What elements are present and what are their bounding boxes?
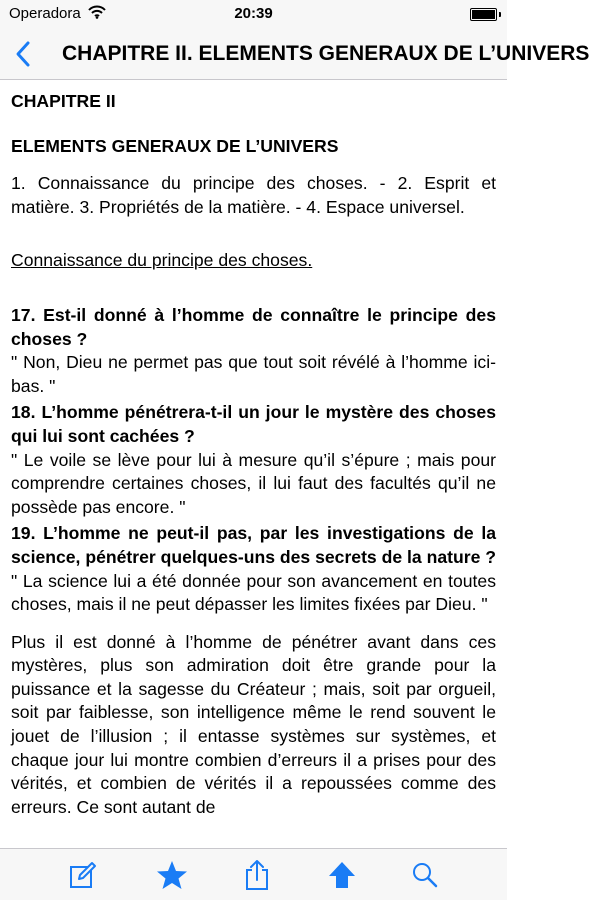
arrow-up-icon bbox=[327, 860, 357, 890]
bottom-toolbar bbox=[0, 848, 507, 900]
answer-19: " La science lui a été donnée pour son avancement en toutes choses, mais il ne peut dépasser les limites fixées par Dieu. " bbox=[11, 570, 496, 615]
question-19: 19. L’homme ne peut-il pas, par les investigations de la science, pénétrer quelques-uns des secrets de la nature ? bbox=[11, 523, 496, 567]
share-icon bbox=[243, 859, 271, 891]
subsection-heading: Connaissance du principe des choses. bbox=[11, 250, 313, 271]
search-button[interactable] bbox=[408, 859, 442, 891]
chapter-summary: 1. Connaissance du principe des choses. - 2. Esprit et matière. 3. Propriétés de la matière. - 4. Espace universel. bbox=[11, 173, 496, 217]
status-time: 20:39 bbox=[234, 5, 273, 22]
reading-content[interactable] bbox=[11, 82, 496, 848]
section-heading: ELEMENTS GENERAUX DE L’UNIVERS bbox=[11, 135, 339, 156]
carrier-name: Operadora bbox=[9, 5, 81, 22]
share-button[interactable] bbox=[240, 859, 274, 891]
question-17: 17. Est-il donné à l’homme de connaître le principe des choses ? bbox=[11, 304, 496, 349]
battery-icon bbox=[470, 8, 497, 21]
search-icon bbox=[411, 861, 439, 889]
status-bar bbox=[0, 0, 507, 28]
star-icon bbox=[156, 860, 188, 890]
answer-17: " Non, Dieu ne permet pas que tout soit révélé à l’homme ici-bas. " bbox=[11, 352, 496, 396]
commentary-paragraph: Plus il est donné à l’homme de pénétrer avant dans ces mystères, plus son admiration doit être grande pour la puissance et la sagesse du Créateur ; mais, soit par orgueil, soit par faiblesse, son intelligence même le rend souvent le jouet de l’illusion ; il entasse systèmes sur systèmes, et chaque jour lui montre combien d’erreurs il a prises pour des vérités, et combien de vérités il a repoussées comme des erreurs. Ce sont autant de bbox=[11, 631, 496, 817]
edit-note-icon bbox=[68, 860, 98, 890]
chapter-heading: CHAPITRE II bbox=[11, 91, 116, 111]
chevron-left-icon bbox=[12, 40, 36, 68]
back-button[interactable] bbox=[12, 40, 36, 68]
edit-note-button[interactable] bbox=[66, 859, 100, 891]
scroll-top-button[interactable] bbox=[325, 859, 359, 891]
page-title: CHAPITRE II. ELEMENTS GENERAUX DE L’UNIVERS bbox=[62, 42, 589, 65]
navigation-bar bbox=[0, 28, 589, 80]
question-18: 18. L’homme pénétrera-t-il un jour le mystère des choses qui lui sont cachées ? bbox=[11, 402, 496, 446]
answer-18: " Le voile se lève pour lui à mesure qu’il s’épure ; mais pour comprendre certaines choses, il lui faut des facultés qu’il ne possède pas encore. " bbox=[11, 449, 496, 517]
favorite-button[interactable] bbox=[155, 859, 189, 891]
